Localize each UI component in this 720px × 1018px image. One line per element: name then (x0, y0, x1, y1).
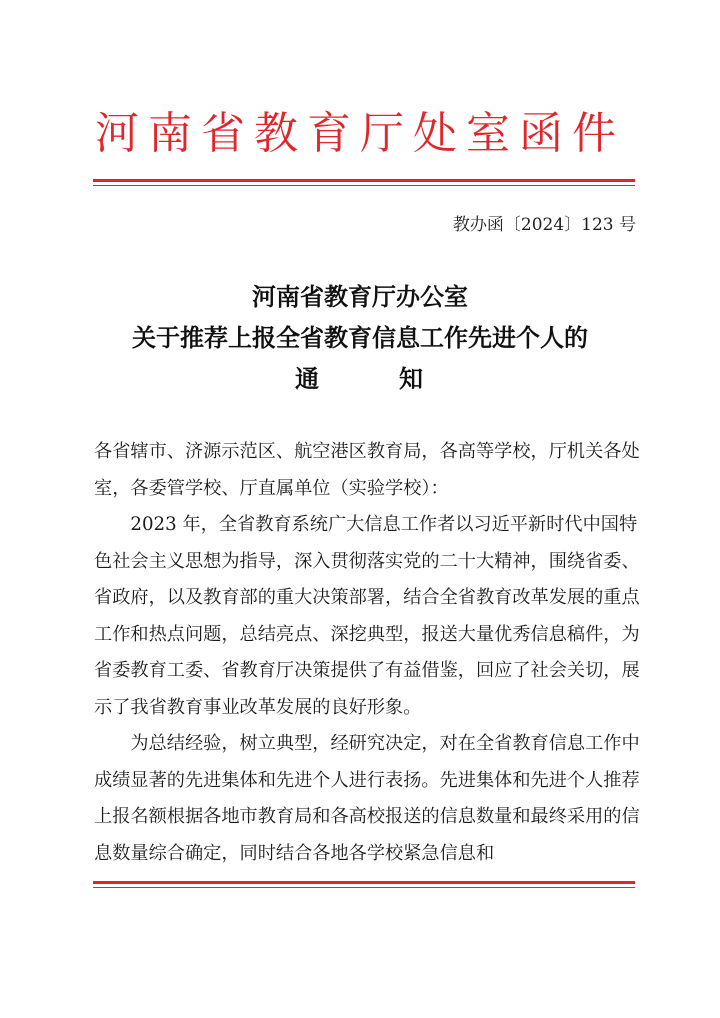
notice-body (94, 434, 642, 872)
notice-title-line-3: 通 知 (295, 365, 425, 393)
addressee: 各省辖市、济源示范区、航空港区教育局，各高等学校，厅机关各处室，各委管学校、厅直属单位（实验学校）： (94, 441, 640, 499)
notice-title-line-2: 关于推荐上报全省教育信息工作先进个人的 (132, 324, 588, 352)
body-paragraph-2: 为总结经验，树立典型，经研究决定，对在全省教育信息工作中成绩显著的先进集体和先进个人进行表扬。先进集体和先进个人推荐上报名额根据各地市教育局和各高校报送的信息数量和最终采用的信息数量综合确定，同时结合各地各学校紧急信息和 (94, 733, 640, 864)
footer-rule-thick (93, 881, 635, 884)
header-rule-thick (93, 179, 635, 182)
notice-title-line-1: 河南省教育厅办公室 (252, 283, 468, 311)
footer-rule-thin (93, 887, 635, 888)
body-paragraph-1: 2023 年，全省教育系统广大信息工作者以习近平新时代中国特色社会主义思想为指导，深入贯彻落实党的二十大精神，围绕省委、省政府，以及教育部的重大决策部署，结合全省教育改革发展的重点工作和热点问题，总结亮点、深挖典型，报送大量优秀信息稿件，为省委教育工委、省教育厅决策提供了有益借鉴，回应了社会关切，展示了我省教育事业改革发展的良好形象。 (94, 514, 640, 718)
document-header-title: 河南省教育厅处室函件 (95, 108, 625, 159)
header-rule-thin (93, 185, 635, 186)
document-number: 教办函〔2024〕123 号 (452, 215, 636, 235)
